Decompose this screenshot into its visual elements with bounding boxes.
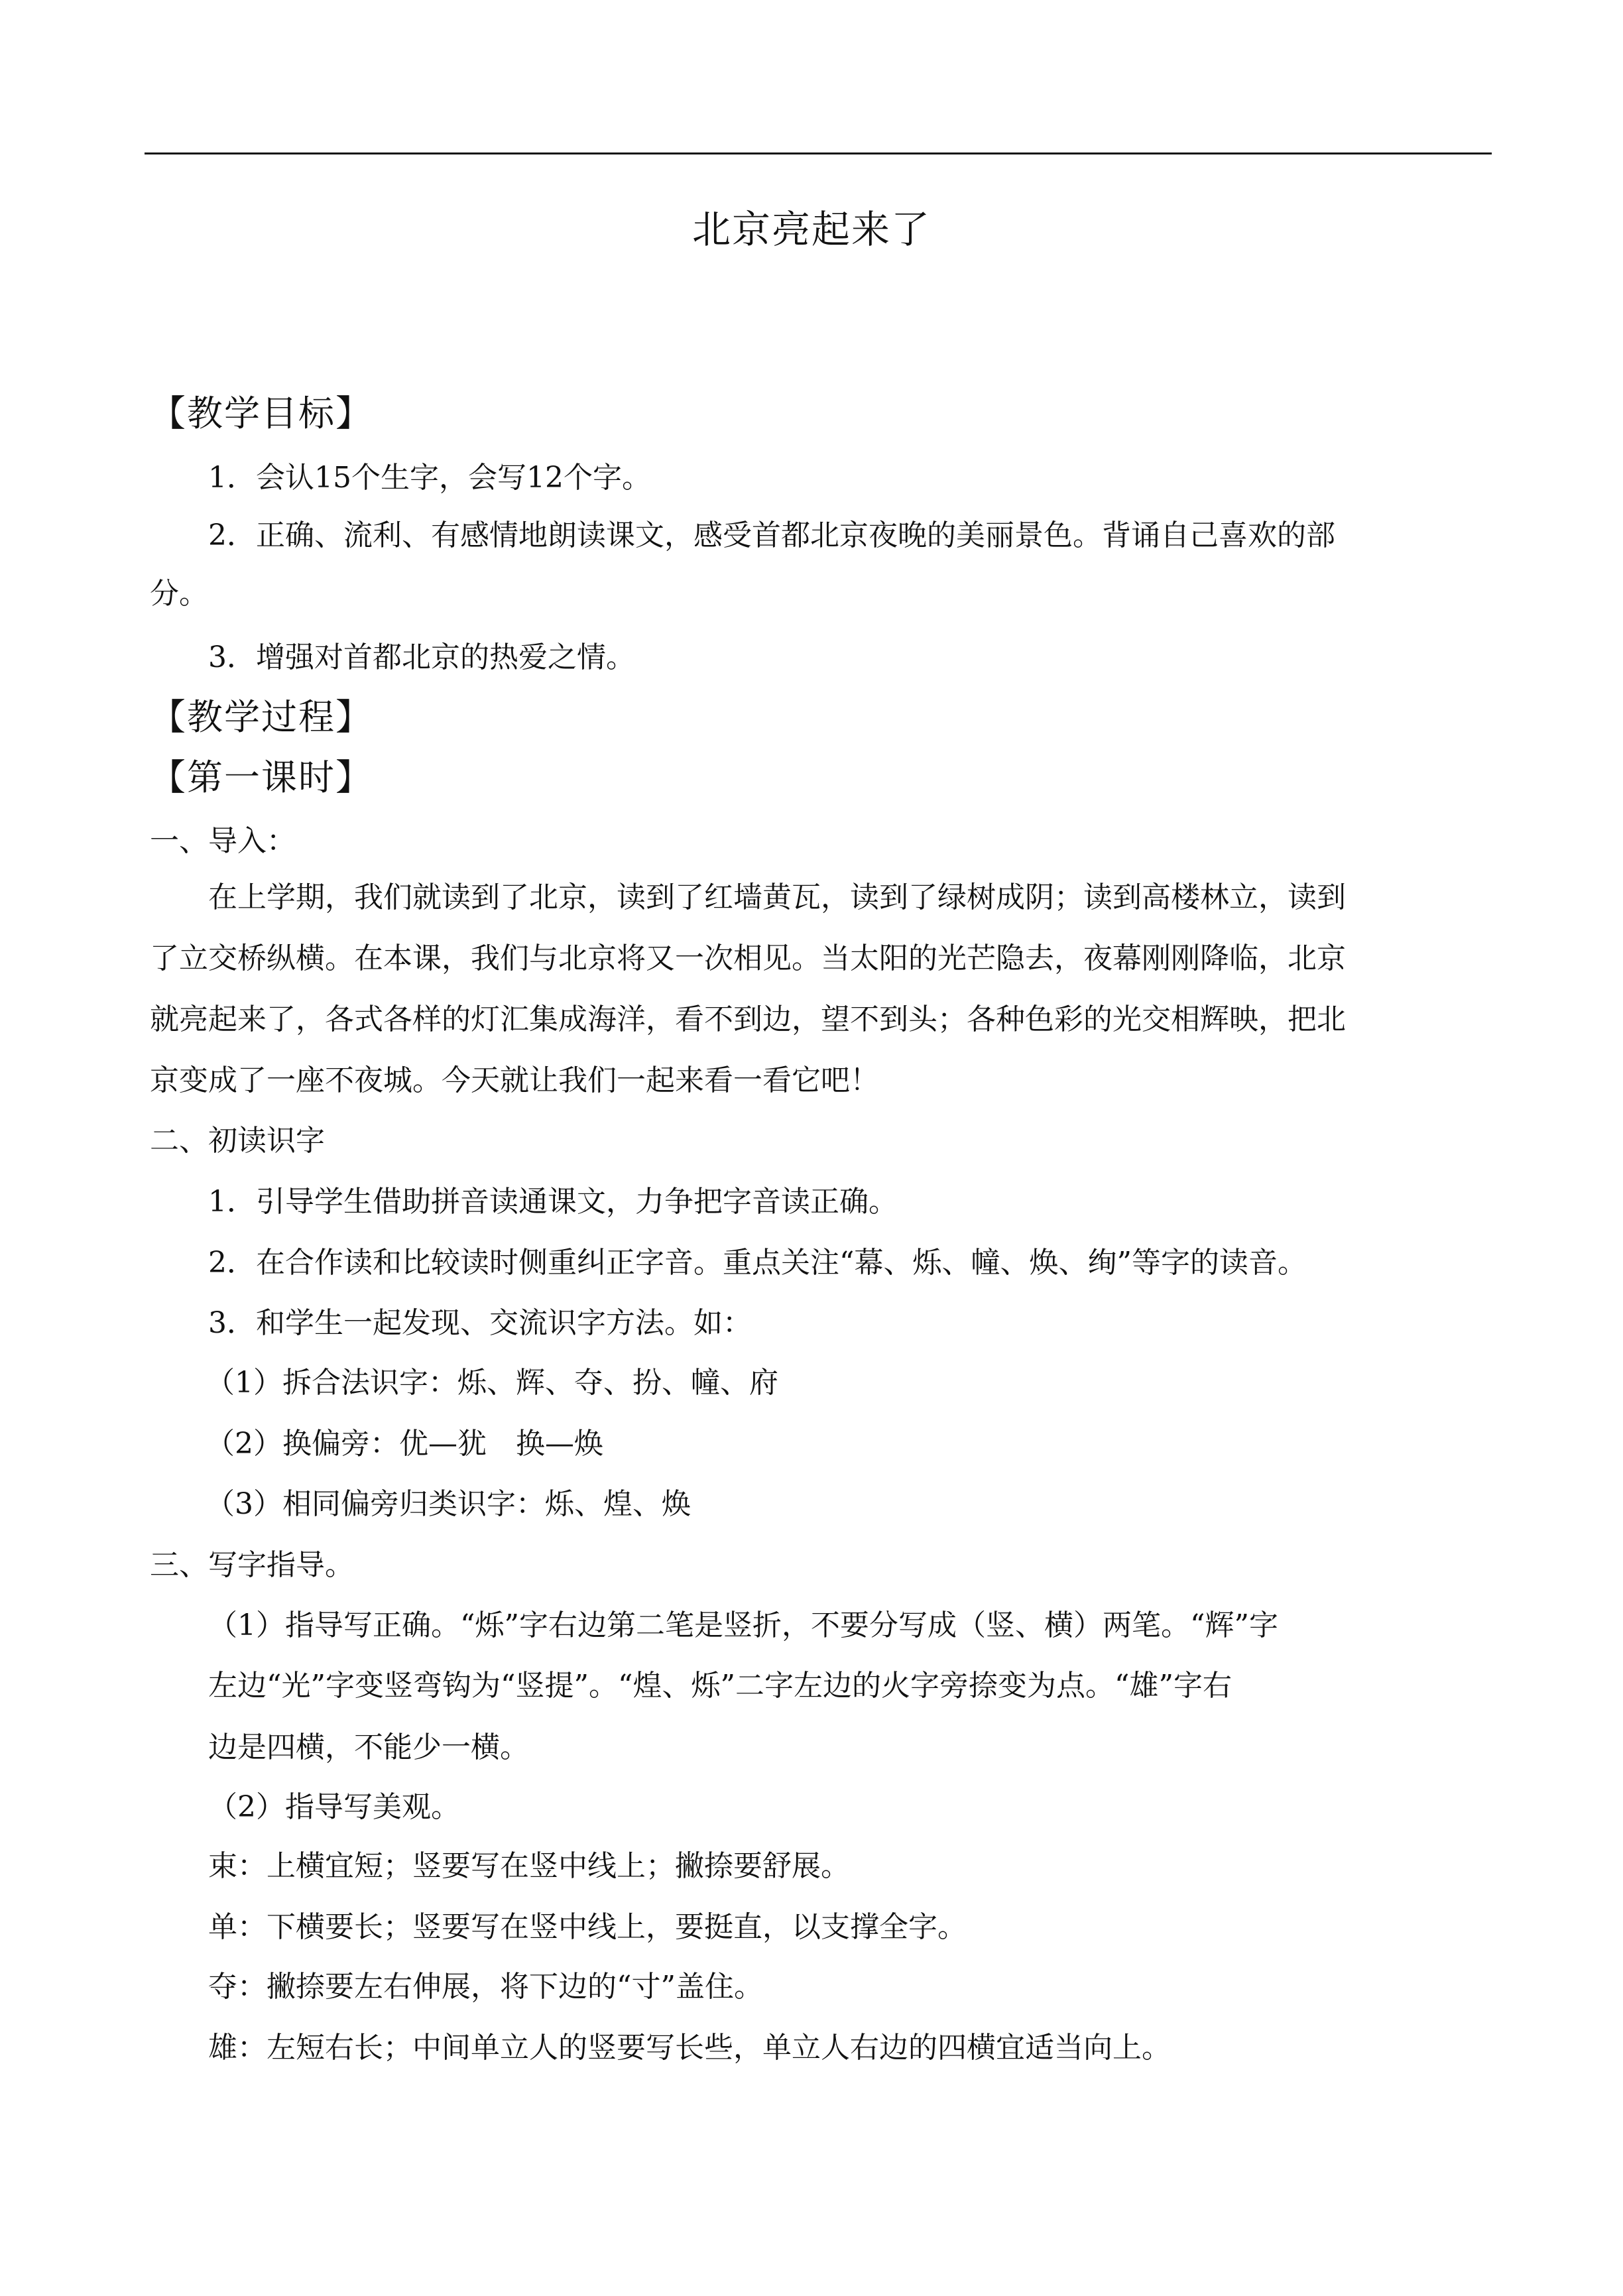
writing-guide-1-line-2: 左边“光”字变竖弯钩为“竖提”。“煌、烁”二字左边的火字旁捺变为点。“雄”字右 — [208, 1669, 1232, 1703]
character-note-xiong: 雄：左短右长；中间单立人的竖要写长些，单立人右边的四横宜适当向上。 — [208, 2031, 1171, 2065]
intro-paragraph-line-2: 了立交桥纵横。在本课，我们与北京将又一次相见。当太阳的光芒隐去，夜幕刚刚降临，北京 — [150, 941, 1346, 975]
section-heading-process: 【教学过程】 — [150, 696, 373, 738]
subsection-title-reading: 二、初读识字 — [150, 1124, 325, 1158]
subsection-title-intro: 一、导入： — [150, 824, 296, 858]
section-heading-lesson-1: 【第一课时】 — [150, 756, 373, 798]
writing-guide-1-line-1: （1）指导写正确。“烁”字右边第二笔是竖折，不要分写成（竖、横）两笔。“辉”字 — [208, 1608, 1278, 1642]
reading-item-1: 1．引导学生借助拼音读通课文，力争把字音读正确。 — [208, 1185, 898, 1219]
goal-item-2-cont: 分。 — [150, 577, 208, 611]
character-note-dan: 单：下横要长；竖要写在竖中线上，要挺直，以支撑全字。 — [208, 1910, 967, 1944]
character-note-duo: 夺：撇捺要左右伸展，将下边的“寸”盖住。 — [208, 1970, 763, 2004]
page-title: 北京亮起来了 — [691, 207, 931, 252]
writing-guide-2: （2）指导写美观。 — [208, 1790, 460, 1824]
goal-item-2: 2．正确、流利、有感情地朗读课文，感受首都北京夜晚的美丽景色。背诵自己喜欢的部 — [208, 518, 1335, 552]
reading-subitem-1: （1）拆合法识字：烁、辉、夺、扮、幢、府 — [206, 1366, 778, 1400]
reading-subitem-2: （2）换偏旁：优—犹 换—焕 — [206, 1427, 603, 1461]
character-note-shu: 束：上横宜短；竖要写在竖中线上；撇捺要舒展。 — [208, 1849, 850, 1883]
reading-item-3: 3．和学生一起发现、交流识字方法。如： — [208, 1306, 752, 1340]
goal-item-3: 3．增强对首都北京的热爱之情。 — [208, 640, 635, 674]
goal-item-1: 1．会认15个生字，会写12个字。 — [208, 461, 651, 495]
subsection-title-writing: 三、写字指导。 — [150, 1548, 354, 1582]
reading-subitem-3: （3）相同偏旁归类识字：烁、煌、焕 — [206, 1487, 691, 1521]
writing-guide-1-line-3: 边是四横，不能少一横。 — [208, 1730, 529, 1764]
reading-item-2: 2．在合作读和比较读时侧重纠正字音。重点关注“幕、烁、幢、焕、绚”等字的读音。 — [208, 1246, 1307, 1280]
section-heading-goals: 【教学目标】 — [150, 393, 373, 434]
header-rule — [145, 152, 1492, 154]
intro-paragraph-line-4: 京变成了一座不夜城。今天就让我们一起来看一看它吧！ — [150, 1063, 879, 1097]
intro-paragraph-line-3: 就亮起来了，各式各样的灯汇集成海洋，看不到边，望不到头；各种色彩的光交相辉映，把北 — [150, 1002, 1346, 1036]
intro-paragraph-line-1: 在上学期，我们就读到了北京，读到了红墙黄瓦，读到了绿树成阴；读到高楼林立，读到 — [208, 880, 1346, 914]
